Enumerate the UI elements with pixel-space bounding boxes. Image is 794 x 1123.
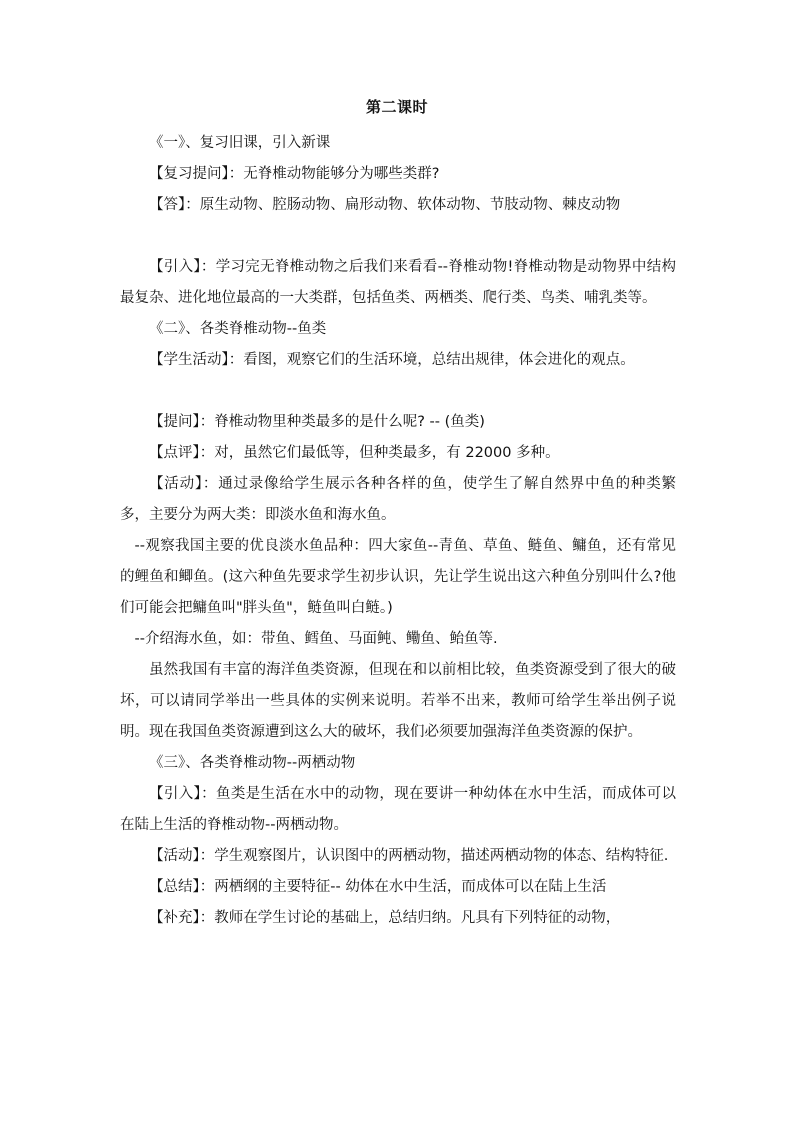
paragraph-freshwater-fish: [120, 531, 676, 624]
lesson-body: [120, 128, 676, 934]
paragraph-label: 【引入】: [149, 259, 201, 275]
paragraph-label: 【总结】: [149, 879, 200, 895]
paragraph-student-activity: [120, 345, 676, 376]
paragraph-label: 【点评】: [149, 445, 200, 461]
paragraph-label: 【学生活动】: [149, 352, 229, 368]
paragraph-label: 【活动】: [149, 848, 200, 864]
paragraph-label: 【答】: [149, 197, 186, 213]
blank-line: [120, 221, 676, 252]
paragraph-supplement: [120, 903, 676, 934]
lesson-title: 第二课时: [365, 98, 428, 116]
paragraph-text: ：通过录像给学生展示各种各样的鱼，使学生了解自然界中鱼的种类繁多，主要分为两大类：即淡水鱼和海水鱼。: [120, 476, 677, 523]
paragraph-saltwater-fish: [120, 624, 676, 655]
paragraph-text: ：无脊椎动物能够分为哪些类群?: [228, 166, 440, 182]
paragraph-text: 《一》、复习旧课，引入新课: [149, 135, 331, 151]
paragraph-label: 【提问】: [149, 414, 200, 430]
paragraph-label: 【活动】: [149, 476, 203, 492]
paragraph-text: ：学习完无脊椎动物之后我们来看看--脊椎动物!脊椎动物是动物界中结构最复杂、进化地位最高的一大类群，包括鱼类、两栖类、爬行类、鸟类、哺乳类等。: [120, 259, 677, 306]
paragraph-question: [120, 407, 676, 438]
paragraph-text: ：原生动物、腔肠动物、扁形动物、软体动物、节肢动物、棘皮动物: [185, 197, 621, 213]
paragraph-text: ：教师在学生讨论的基础上，总结归纳。凡具有下列特征的动物，: [199, 910, 621, 926]
paragraph-amphibian-intro: [120, 779, 676, 841]
paragraph-comment: [120, 438, 676, 469]
paragraph-amphibian-activity: [120, 841, 676, 872]
paragraph-label: 【复习提问】: [149, 166, 229, 182]
paragraph-text: --介绍海水鱼，如：带鱼、鳕鱼、马面鲀、鳓鱼、鲐鱼等.: [134, 631, 498, 647]
paragraph-answer: [120, 190, 676, 221]
paragraph-summary: [120, 872, 676, 903]
paragraph-text: ：学生观察图片，认识图中的两栖动物，描述两栖动物的体态、结构特征.: [199, 848, 669, 864]
section-heading-3: [120, 748, 676, 779]
blank-line: [120, 376, 676, 407]
paragraph-text: ：两栖纲的主要特征-- 幼体在水中生活，而成体可以在陆上生活: [199, 879, 607, 895]
paragraph-review-question: [120, 159, 676, 190]
paragraph-text: ：看图，观察它们的生活环境，总结出规律，体会进化的观点。: [228, 352, 635, 368]
paragraph-activity-video: [120, 469, 676, 531]
section-heading-1: [120, 128, 676, 159]
paragraph-label: 【补充】: [149, 910, 200, 926]
paragraph-text: --观察我国主要的优良淡水鱼品种：四大家鱼--青鱼、草鱼、鲢鱼、鳙鱼，还有常见的鲤鱼和鲫鱼。(这六种鱼先要求学生初步认识，先让学生说出这六种鱼分别叫什么?他们可能会把鳙鱼叫"胖头鱼"，鲢鱼叫白鲢。): [120, 538, 676, 616]
paragraph-text: 《二》、各类脊椎动物--鱼类: [149, 321, 327, 337]
paragraph-fish-resources: [120, 655, 676, 748]
paragraph-text: ：对，虽然它们最低等，但种类最多，有 22000 多种。: [199, 445, 560, 461]
paragraph-introduction: [120, 252, 676, 314]
section-heading-2: [120, 314, 676, 345]
paragraph-label: 【引入】: [149, 786, 202, 802]
paragraph-text: ：脊椎动物里种类最多的是什么呢? -- (鱼类): [199, 414, 485, 430]
paragraph-text: 虽然我国有丰富的海洋鱼类资源，但现在和以前相比较，鱼类资源受到了很大的破坏，可以请同学举出一些具体的实例来说明。若举不出来，教师可给学生举出例子说明。现在我国鱼类资源遭到这么大的破坏，我们必须要加强海洋鱼类资源的保护。: [120, 662, 676, 740]
paragraph-text: ：鱼类是生活在水中的动物，现在要讲一种幼体在水中生活，而成体可以在陆上生活的脊椎动物--两栖动物。: [120, 786, 677, 833]
paragraph-text: 《三》、各类脊椎动物--两栖动物: [149, 755, 356, 771]
